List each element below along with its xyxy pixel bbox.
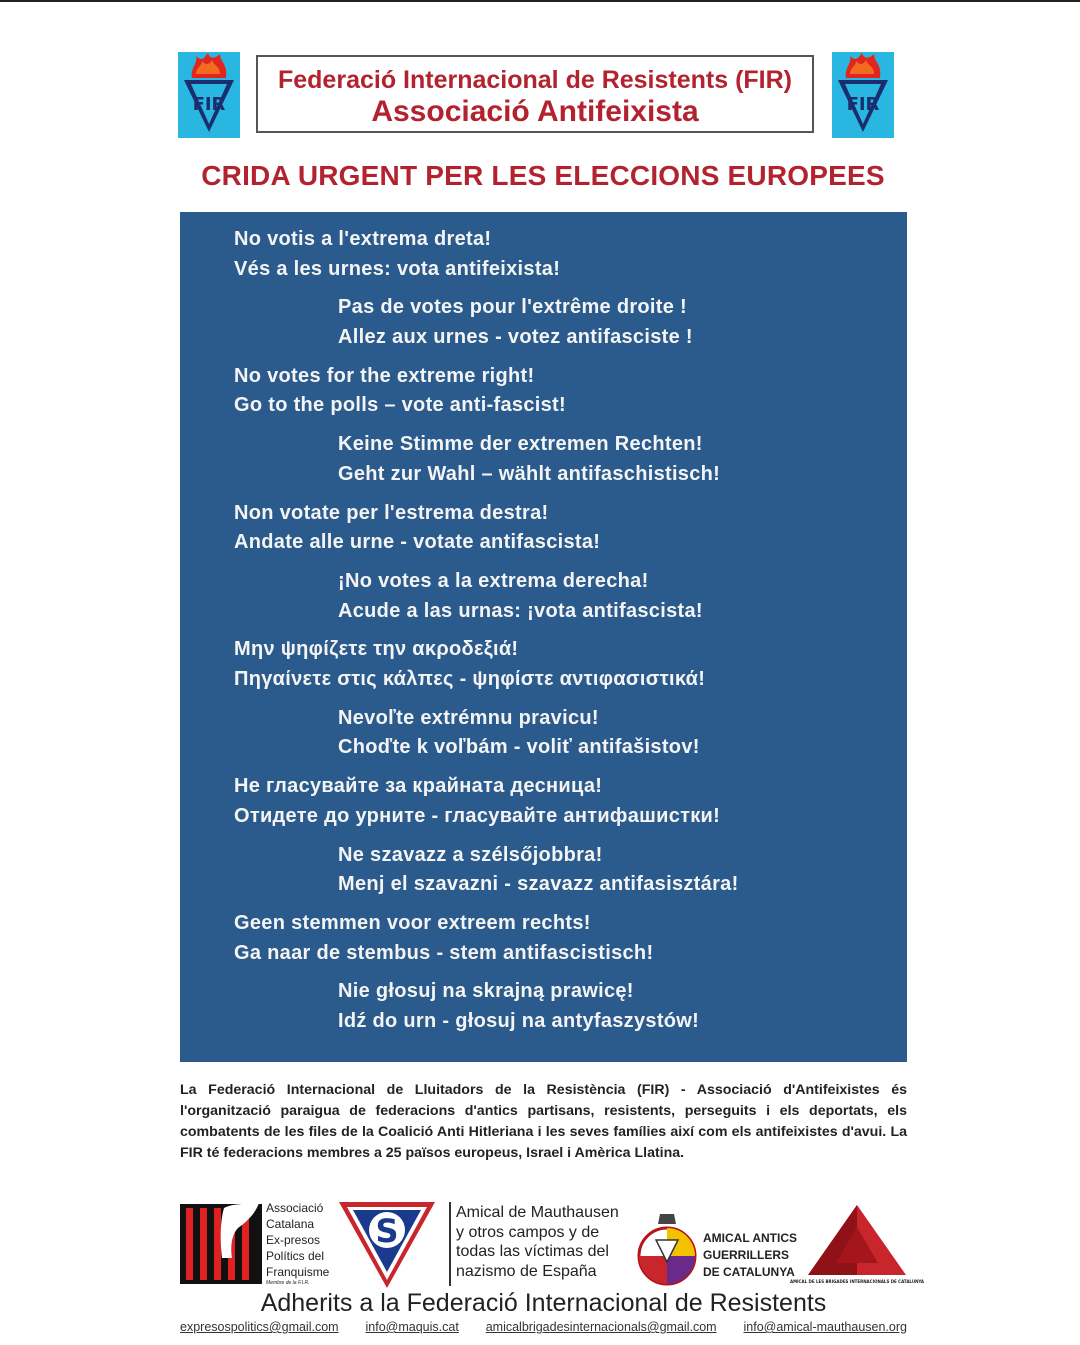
slogan-group [338, 841, 739, 900]
slogan-line-secondary: Choďte k voľbám - voliť antifašistov! [338, 736, 700, 759]
organization-subtitle: Associació Antifeixista [371, 95, 699, 128]
slogan-group [338, 567, 703, 626]
fir-logo-left [178, 52, 240, 138]
svg-text:FIR: FIR [846, 94, 880, 115]
mauthausen-line: nazismo de España [456, 1262, 597, 1280]
svg-text:S: S [375, 1212, 399, 1250]
email-link[interactable]: info@maquis.cat [365, 1320, 459, 1334]
s-triangle-logo [337, 1198, 437, 1290]
mauthausen-line: todas las víctimas del [456, 1243, 609, 1260]
email-link[interactable]: amicalbrigadesinternacionals@gmail.com [485, 1320, 717, 1334]
guerrillers-line: AMICAL ANTICS [703, 1231, 797, 1245]
slogan-line-secondary: Allez aux urnes - votez antifasciste ! [338, 325, 693, 348]
aceppf-member-note: Membre de la F.I.R. [266, 1280, 310, 1286]
slogan-line-secondary: Go to the polls – vote anti-fascist! [234, 394, 566, 417]
slogan-line-primary: Keine Stimme der extremen Rechten! [338, 433, 703, 456]
slogan-group [234, 362, 566, 421]
svg-text:AMICAL DE LES BRIGADES INTERNA: AMICAL DE LES BRIGADES INTERNACIONALS DE CATALUNYA [789, 1279, 925, 1284]
slogan-group [338, 704, 700, 763]
slogan-group [338, 293, 693, 352]
slogan-line-secondary: Πηγαίνετε στις κάλπες - ψηφίστε αντιφασιστικά! [234, 667, 706, 690]
aceppf-line: Associació [266, 1201, 324, 1215]
slogan-line-primary: Ne szavazz a szélsőjobbra! [338, 843, 603, 866]
svg-text:FIR: FIR [192, 94, 226, 115]
aceppf-line: Franquisme [266, 1265, 330, 1279]
slogan-group [234, 635, 705, 694]
slogan-line-secondary: Ga naar de stembus - stem antifascistisch! [234, 941, 654, 964]
email-link[interactable]: info@amical-mauthausen.org [743, 1320, 907, 1334]
slogan-line-primary: Pas de votes pour l'extrême droite ! [338, 296, 687, 319]
vertical-divider [449, 1202, 451, 1286]
contact-emails [180, 1320, 907, 1334]
slogan-line-primary: ¡No votes a la extrema derecha! [338, 570, 649, 592]
slogan-group [338, 977, 699, 1036]
guerrillers-line: GUERRILLERS [703, 1248, 790, 1262]
guerrillers-line: DE CATALUNYA [703, 1265, 795, 1279]
description-paragraph: La Federació Internacional de Lluitadors de la Resistència (FIR) - Associació d'Antifeixistes és l'organització paraigua de federacions d'antics partisans, resistents, perseguits i els deportats, els combatents de les files de la Coalició Anti Hitleriana i les seves famílies així com els antifeixistes d'avui. La FIR té federacions membres a 25 països europeus, Israel i Amèrica Llatina. [180, 1082, 907, 1161]
fir-logo-right [832, 52, 894, 138]
mauthausen-line: Amical de Mauthausen [456, 1204, 619, 1221]
slogan-panel [180, 212, 907, 1062]
slogan-line-primary: Non votate per l'estrema destra! [234, 501, 549, 524]
aceppf-line: Catalana [266, 1217, 315, 1231]
slogan-line-secondary: Acude a las urnas: ¡vota antifascista! [338, 599, 703, 622]
amical-antics-emblem [634, 1210, 700, 1286]
top-rule [0, 0, 1080, 2]
slogan-line-secondary: Menj el szavazni - szavazz antifasisztára! [338, 873, 739, 896]
slogan-line-primary: Не гласувайте за крайната десница! [234, 775, 603, 798]
slogan-line-primary: Nie głosuj na skrajną prawicę! [338, 980, 634, 1003]
aceppf-name [266, 1200, 329, 1286]
slogan-group [234, 499, 600, 558]
slogan-line-primary: No votis a l'extrema dreta! [234, 228, 492, 250]
slogan-line-primary: Nevoľte extrémnu pravicu! [338, 706, 599, 729]
slogan-line-primary: Geen stemmen voor extreem rechts! [234, 912, 591, 934]
slogan-line-secondary: Andate alle urne - votate antifascista! [234, 531, 601, 554]
aceppf-logo [180, 1198, 262, 1288]
mauthausen-line: y otros campos y de [456, 1223, 600, 1241]
title-box [256, 55, 814, 133]
slogan-group [234, 909, 653, 968]
slogan-group [234, 772, 720, 831]
slogan-line-secondary: Geht zur Wahl – wählt antifaschistisch! [338, 462, 721, 485]
slogan-line-primary: Μην ψηφίζετε την ακροδεξιά! [234, 638, 519, 661]
aceppf-line: Polítics del [266, 1249, 325, 1263]
aceppf-line: Ex-presos [266, 1233, 321, 1247]
member-statement: Adherits a la Federació Internacional de Resistents [260, 1289, 827, 1317]
slogan-group [338, 430, 720, 489]
slogan-group [234, 225, 560, 284]
mauthausen-name [456, 1203, 619, 1281]
brigades-triangle-logo [789, 1203, 925, 1287]
organization-title: Federació Internacional de Resistents (FIR) [277, 66, 792, 94]
page-headline: CRIDA URGENT PER LES ELECCIONS EUROPEES [201, 160, 885, 191]
guerrillers-name [703, 1230, 797, 1281]
slogan-line-secondary: Vés a les urnes: vota antifeixista! [234, 257, 561, 280]
slogan-line-primary: No votes for the extreme right! [234, 364, 535, 387]
slogan-line-secondary: Отидете до урните - гласувайте антифашистки! [234, 804, 721, 827]
email-link[interactable]: expresospolitics@gmail.com [180, 1320, 339, 1334]
slogan-line-secondary: Idź do urn - głosuj na antyfaszystów! [338, 1009, 700, 1032]
